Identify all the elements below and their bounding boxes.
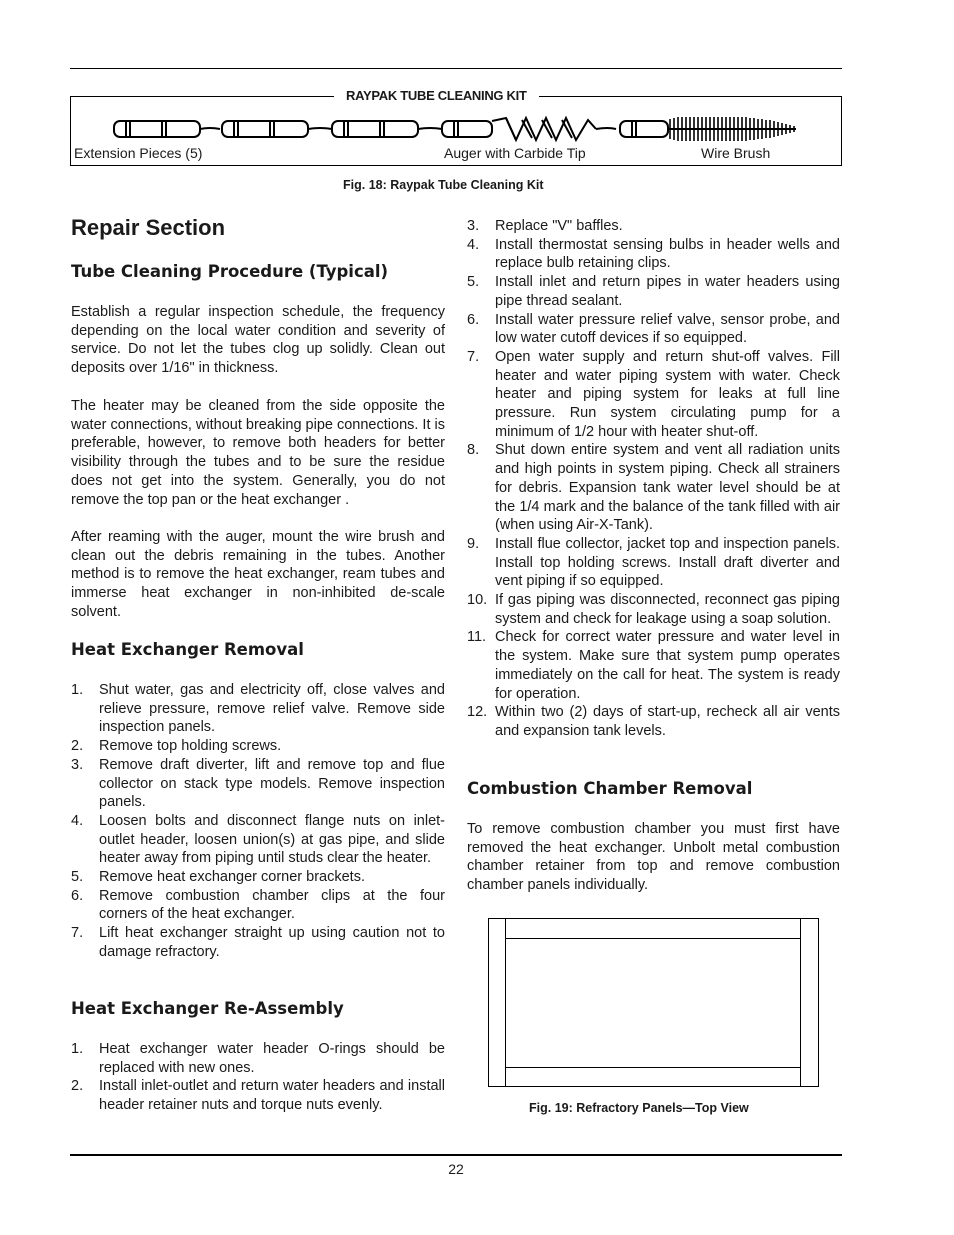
list-item [467, 273, 840, 310]
list-item [71, 924, 445, 961]
extension-piece-icon [332, 121, 442, 137]
list-item [467, 628, 840, 703]
bottom-rule [70, 1154, 842, 1156]
step-number: 6. [71, 887, 84, 904]
step-number: 9. [467, 535, 480, 552]
step-text: Install thermostat sensing bulbs in header wells and replace bulb retaining clips. [495, 236, 840, 272]
list-item [467, 348, 840, 442]
step-number: 2. [71, 1078, 84, 1095]
step-number: 3. [71, 756, 84, 773]
section-title: Repair Section [71, 215, 226, 240]
list-item [467, 591, 840, 628]
step-text: Remove heat exchanger corner brackets. [99, 869, 365, 886]
step-number: 8. [467, 442, 480, 459]
step-number: 4. [71, 812, 84, 829]
step-number: 2. [71, 738, 84, 755]
refractory-panels-diagram [488, 918, 820, 1088]
hx-reassembly-steps-left [71, 1040, 445, 1115]
step-number: 10. [467, 592, 488, 609]
step-text: Install water pressure relief valve, sensor probe, and low water cutoff devices if so equipped. [495, 311, 840, 347]
step-text: Shut down entire system and vent all radiation units and high points in system piping. Check all strainers for debris. Expansion tank water level should be at the 1/4 mark and the balance of the tank filled with air (when using Air-X-Tank). [495, 442, 840, 534]
step-number: 7. [71, 925, 84, 942]
tube-cleaning-p2: The heater may be cleaned from the side opposite the water connections, without breaking pipe connections. It is preferable, however, to remove both headers for better visibility through the tubes and to be sure the residue does not get into the system. Generally, you do not remove the top pan or the heat exchanger . [71, 398, 445, 508]
list-item [71, 681, 445, 737]
step-number: 7. [467, 348, 480, 365]
step-number: 3. [467, 218, 480, 234]
step-text: Remove top holding screws. [99, 738, 282, 755]
list-item [71, 756, 445, 812]
step-text: Loosen bolts and disconnect flange nuts on inlet-outlet header, loosen union(s) at gas pipe, and slide heater away from piping until studs clear the heater. [99, 812, 445, 867]
step-text: Within two (2) days of start-up, recheck all air vents and expansion tank levels. [495, 704, 840, 739]
list-item [71, 1040, 445, 1077]
tube-cleaning-p1: Establish a regular inspection schedule, the frequency depending on the local water condition and severity of service. Do not let the tubes clog up solidly. Clean out deposits over 1/16" in thickness. [71, 304, 445, 377]
label-wire-brush: Wire Brush [701, 145, 771, 161]
step-number: 5. [71, 869, 84, 886]
extension-piece-icon [114, 121, 220, 137]
cleaning-kit-illustration [70, 108, 842, 148]
kit-title: RAYPAK TUBE CLEANING KIT [334, 88, 539, 104]
list-item [467, 703, 840, 740]
step-text: Replace "V" baffles. [495, 218, 623, 234]
list-item [71, 812, 445, 868]
list-item [467, 535, 840, 591]
top-rule [70, 68, 842, 69]
step-text: If gas piping was disconnected, reconnect gas piping system and check for leakage using a soap solution. [495, 592, 840, 627]
step-number: 1. [71, 1041, 84, 1057]
label-extension-pieces: Extension Pieces (5) [74, 145, 203, 161]
step-text: Shut water, gas and electricity off, close valves and relieve pressure, remove relief valve. Remove side inspection panels. [99, 682, 445, 736]
step-number: 11. [467, 629, 487, 646]
fig19-caption: Fig. 19: Refractory Panels—Top View [529, 1101, 749, 1115]
step-text: Install flue collector, jacket top and inspection panels. Install top holding screws. Install draft diverter and vent piping if so equipped. [495, 535, 840, 590]
list-item [71, 868, 445, 887]
heading-hx-removal: Heat Exchanger Removal [71, 640, 304, 659]
fig18-caption: Fig. 18: Raypak Tube Cleaning Kit [343, 178, 544, 192]
step-number: 5. [467, 274, 480, 291]
step-text: Check for correct water pressure and water level in the system. Make sure that system pump operates immediately on the call for heat. The system is ready for operation. [495, 629, 840, 702]
hx-reassembly-steps-right [467, 217, 840, 741]
tube-cleaning-p3: After reaming with the auger, mount the wire brush and clean out the debris remaining in the tubes. Another method is to remove the heat exchanger, ream tubes and immerse heat exchanger in non-inhibited de-scale solvent. [71, 529, 445, 620]
heading-tube-cleaning: Tube Cleaning Procedure (Typical) [71, 262, 389, 281]
label-auger: Auger with Carbide Tip [444, 145, 586, 161]
auger-icon [442, 118, 616, 140]
list-item [71, 1077, 445, 1114]
hx-removal-steps [71, 681, 445, 962]
list-item [467, 236, 840, 273]
step-number: 12. [467, 704, 488, 721]
combustion-p1: To remove combustion chamber you must first have removed the heat exchanger. Unbolt metal combustion chamber retainer from top and remove combustion chamber panels individually. [467, 821, 840, 894]
list-item [467, 311, 840, 348]
extension-piece-icon [222, 121, 332, 137]
page-number: 22 [448, 1161, 464, 1177]
step-text: Heat exchanger water header O-rings should be replaced with new ones. [99, 1041, 445, 1076]
list-item [71, 887, 445, 924]
heading-hx-reassembly: Heat Exchanger Re-Assembly [71, 999, 344, 1018]
heading-combustion-chamber: Combustion Chamber Removal [467, 779, 753, 798]
step-text: Remove draft diverter, lift and remove top and flue collector on stack type models. Remove inspection panels. [99, 756, 445, 811]
list-item [71, 737, 445, 756]
step-number: 1. [71, 682, 84, 698]
step-number: 6. [467, 311, 480, 328]
step-number: 4. [467, 236, 480, 253]
list-item [467, 441, 840, 535]
step-text: Install inlet-outlet and return water headers and install header retainer nuts and torque nuts evenly. [99, 1078, 445, 1114]
step-text: Install inlet and return pipes in water headers using pipe thread sealant. [495, 274, 840, 309]
step-text: Open water supply and return shut-off valves. Fill heater and water piping system with water. Check heater and piping system for leaks at full line pressure. Run system circulating pump for a minimum of 1/2 hour with heater shut-off. [495, 348, 840, 440]
step-text: Remove combustion chamber clips at the four corners of the heat exchanger. [99, 887, 445, 923]
step-text: Lift heat exchanger straight up using caution not to damage refractory. [99, 925, 445, 960]
list-item [467, 217, 840, 236]
